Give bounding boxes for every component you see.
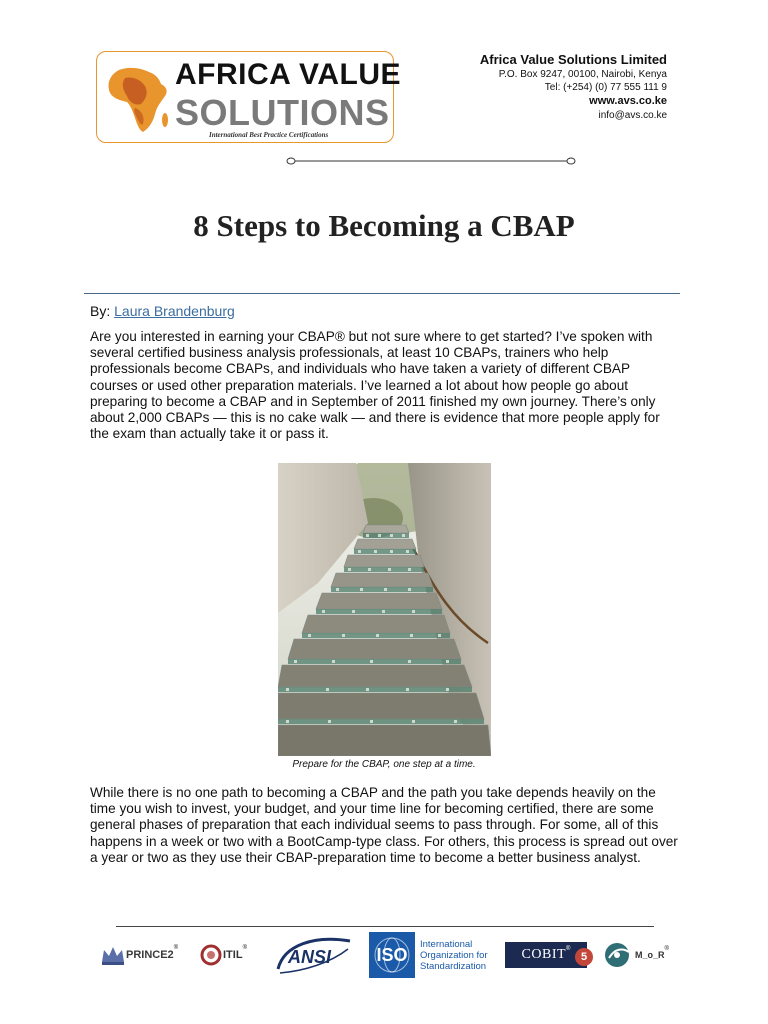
cobit-badge bbox=[505, 942, 587, 968]
image-caption: Prepare for the CBAP, one step at a time. bbox=[292, 759, 476, 770]
staircase-image bbox=[278, 463, 491, 756]
ansi-logo bbox=[274, 930, 354, 980]
prince2-mark: ® bbox=[173, 945, 179, 951]
mor-mark: ® bbox=[664, 946, 669, 952]
author-link[interactable]: Laura Brandenburg bbox=[114, 303, 235, 319]
iso-logo bbox=[369, 930, 488, 980]
article-title: 8 Steps to Becoming a CBAP bbox=[193, 208, 575, 243]
company-name: Africa Value Solutions Limited bbox=[479, 52, 667, 67]
iso-org-line1: International bbox=[420, 938, 473, 950]
iso-badge bbox=[369, 932, 415, 978]
prince2-crown-icon bbox=[100, 944, 126, 966]
itil-logo bbox=[199, 930, 247, 980]
itil-swirl-icon bbox=[199, 944, 223, 966]
mor-label: M_o_R bbox=[635, 950, 665, 960]
company-website-link[interactable]: www.avs.co.ke bbox=[589, 95, 667, 107]
intro-paragraph: Are you interested in earning your CBAP® but not sure where to get started? I’ve spoken with several certified business analysis professionals, at least 10 CBAPs, trainers who help professionals become CBAPs, and individuals who have taken a variety of different CBAP courses or used other preparation materials. I’ve learned a lot about how people go about preparing to become a CBAP and in September of 2011 finished my own journey. There’s only about 2,000 CBAPs — this is no cake walk — and there is evidence that more people apply for the exam than actually take it or pass it. bbox=[90, 329, 660, 442]
itil-label: ITIL bbox=[223, 949, 243, 961]
by-label: By: bbox=[90, 303, 111, 319]
title-rule bbox=[84, 293, 680, 294]
company-email-link[interactable]: info@avs.co.ke bbox=[598, 110, 667, 121]
cobit-label: COBIT bbox=[521, 947, 567, 962]
mor-logo bbox=[601, 930, 669, 980]
cobit-mark: ® bbox=[566, 946, 571, 952]
iso-org-line3: Standardization bbox=[420, 960, 487, 972]
logo-text-line2: SOLUTIONS bbox=[175, 92, 390, 133]
iso-org-line2: Organization for bbox=[420, 949, 488, 961]
ansi-label: ANSI bbox=[288, 946, 332, 967]
prince2-logo bbox=[100, 930, 178, 980]
iso-org-name bbox=[420, 939, 488, 972]
cobit-version: 5 bbox=[575, 948, 593, 966]
mor-compass-icon bbox=[601, 940, 635, 970]
company-tel: Tel: (+254) (0) 77 555 111 9 bbox=[544, 82, 667, 93]
company-logo bbox=[96, 51, 401, 143]
iso-label: ISO bbox=[376, 944, 408, 965]
cobit-logo bbox=[505, 930, 587, 980]
body-paragraph: While there is no one path to becoming a CBAP and the path you take depends heavily on the time you wish to invest, your budget, and your time line for becoming certified, there are some general phases of preparation that each individual seems to pass through. For some, all of this happens in a week or two with a BootCamp-type class. For others, this process is spread out over a year or two as they use their CBAP-preparation time to become a better business analyst. bbox=[90, 785, 678, 865]
logo-text-line1: AFRICA VALUE bbox=[175, 58, 401, 91]
africa-map-icon bbox=[105, 64, 171, 134]
prince2-label: PRINCE2 bbox=[126, 949, 174, 961]
ornament-divider bbox=[286, 155, 576, 167]
logo-tagline: International Best Practice Certifications bbox=[209, 131, 329, 139]
itil-mark: ® bbox=[242, 945, 247, 951]
company-address: P.O. Box 9247, 00100, Nairobi, Kenya bbox=[498, 69, 667, 80]
footer-rule bbox=[116, 926, 654, 927]
staircase-photo bbox=[278, 463, 491, 756]
byline bbox=[90, 303, 235, 319]
